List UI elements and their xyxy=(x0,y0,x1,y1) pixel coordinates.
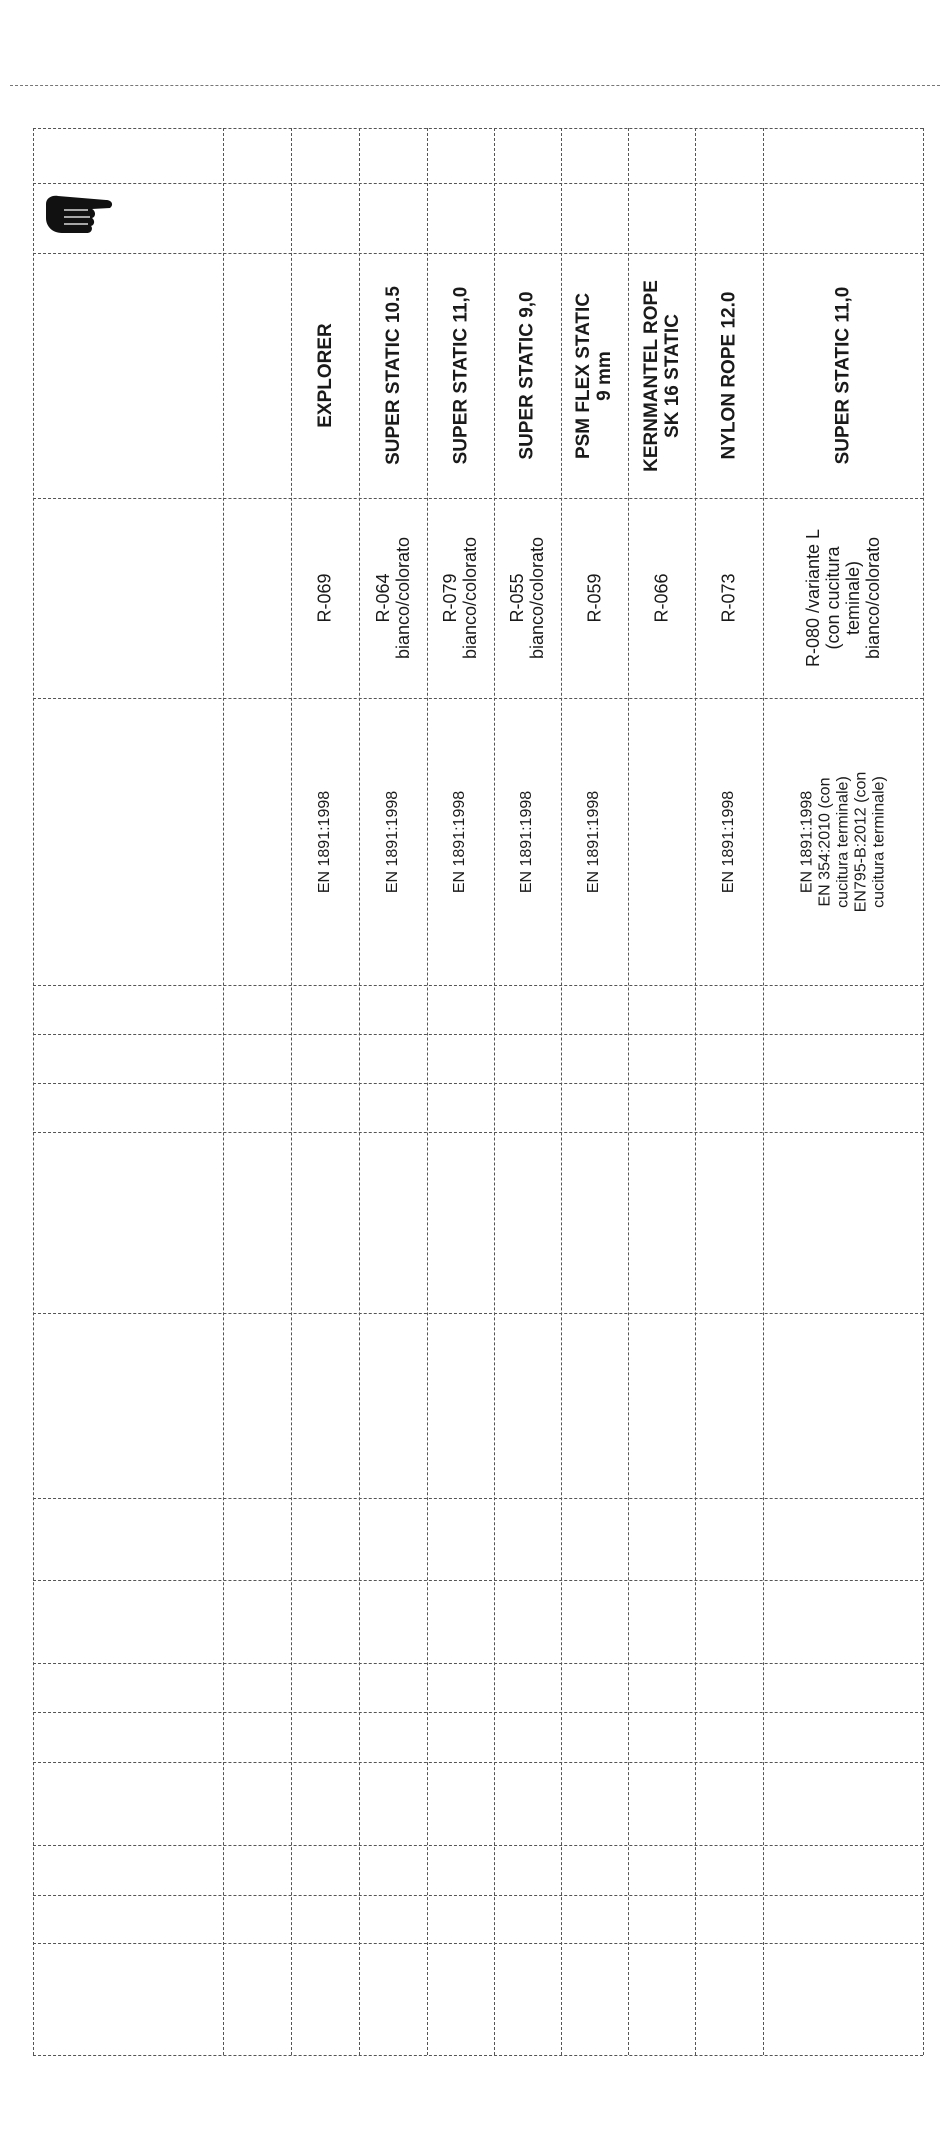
row-code-text: R-073 xyxy=(719,573,739,623)
cell-code xyxy=(695,498,763,698)
row-code-text: R-055 bianco/colorato xyxy=(507,536,548,660)
cell-name xyxy=(763,253,923,498)
cell-name xyxy=(427,253,494,498)
grid-hline xyxy=(33,128,923,129)
row-code-text: R-066 xyxy=(651,573,672,623)
row-standard-text: EN 1891:1998 xyxy=(720,790,737,893)
cell-name xyxy=(291,253,359,498)
cell-standard xyxy=(494,698,561,985)
grid-hline xyxy=(33,1712,923,1713)
row-code-text: R-069 xyxy=(315,573,335,623)
row-standard-text: EN 1891:1998 xyxy=(518,790,536,893)
grid-vline xyxy=(223,128,224,2055)
cell-name xyxy=(494,253,561,498)
cell-name xyxy=(628,253,695,498)
cell-code xyxy=(291,498,359,698)
grid-hline xyxy=(33,2055,923,2056)
cell-name xyxy=(695,253,763,498)
row-code-text: R-080 /variante L (con cucitura teminale) bianco/colorato xyxy=(802,528,883,668)
cell-standard xyxy=(291,698,359,985)
grid-hline xyxy=(33,1034,923,1035)
grid-hline xyxy=(33,1580,923,1581)
cell-standard xyxy=(695,698,763,985)
grid-hline xyxy=(33,498,923,499)
cell-standard xyxy=(763,698,923,985)
row-name-text: NYLON ROPE 12.0 xyxy=(718,291,740,460)
row-standard-text: EN 1891:1998 xyxy=(585,790,603,893)
cell-standard xyxy=(561,698,628,985)
row-standard-text: EN 1891:1998 xyxy=(451,790,469,893)
row-name-text: SUPER STATIC 11,0 xyxy=(832,286,854,465)
grid-vline xyxy=(33,128,34,2055)
row-code-text: R-079 bianco/colorato xyxy=(440,536,481,660)
row-name-text: PSM FLEX STATIC 9 mm xyxy=(573,292,616,459)
row-code-text: R-064 bianco/colorato xyxy=(373,536,413,660)
row-name-text: EXPLORER xyxy=(314,323,336,428)
row-standard-text: EN 1891:1998 xyxy=(316,790,333,893)
cell-code xyxy=(494,498,561,698)
grid-hline xyxy=(33,1132,923,1133)
cell-code xyxy=(427,498,494,698)
row-standard-text: EN 1891:1998 xyxy=(384,790,401,893)
cell-standard xyxy=(628,698,695,985)
row-name-text: KERNMANTEL ROPE SK 16 STATIC xyxy=(640,279,683,472)
cell-code xyxy=(561,498,628,698)
row-name-text: SUPER STATIC 10.5 xyxy=(382,286,404,465)
grid-hline xyxy=(33,1762,923,1763)
row-name-text: SUPER STATIC 9,0 xyxy=(517,291,538,460)
cell-standard xyxy=(427,698,494,985)
row-standard-text: EN 1891:1998 EN 354:2010 (con cucitura terminale) EN795-B:2012 (con cucitura terminale) xyxy=(798,771,887,912)
grid-hline xyxy=(33,1663,923,1664)
row-name-text: SUPER STATIC 11,0 xyxy=(450,286,471,465)
grid-hline xyxy=(33,1083,923,1084)
grid-hline xyxy=(33,985,923,986)
cell-code xyxy=(763,498,923,698)
cell-code xyxy=(359,498,427,698)
grid-hline xyxy=(33,1313,923,1314)
grid-hline xyxy=(33,1845,923,1846)
cell-name xyxy=(359,253,427,498)
grid-hline xyxy=(33,183,923,184)
cell-standard xyxy=(359,698,427,985)
pointing-hand-icon xyxy=(40,190,120,238)
cell-code xyxy=(628,498,695,698)
grid-hline xyxy=(33,1895,923,1896)
row-code-text: R-059 xyxy=(584,573,605,623)
grid-hline xyxy=(33,1498,923,1499)
grid-vline xyxy=(923,128,924,2055)
grid-hline xyxy=(33,1943,923,1944)
cell-name xyxy=(561,253,628,498)
